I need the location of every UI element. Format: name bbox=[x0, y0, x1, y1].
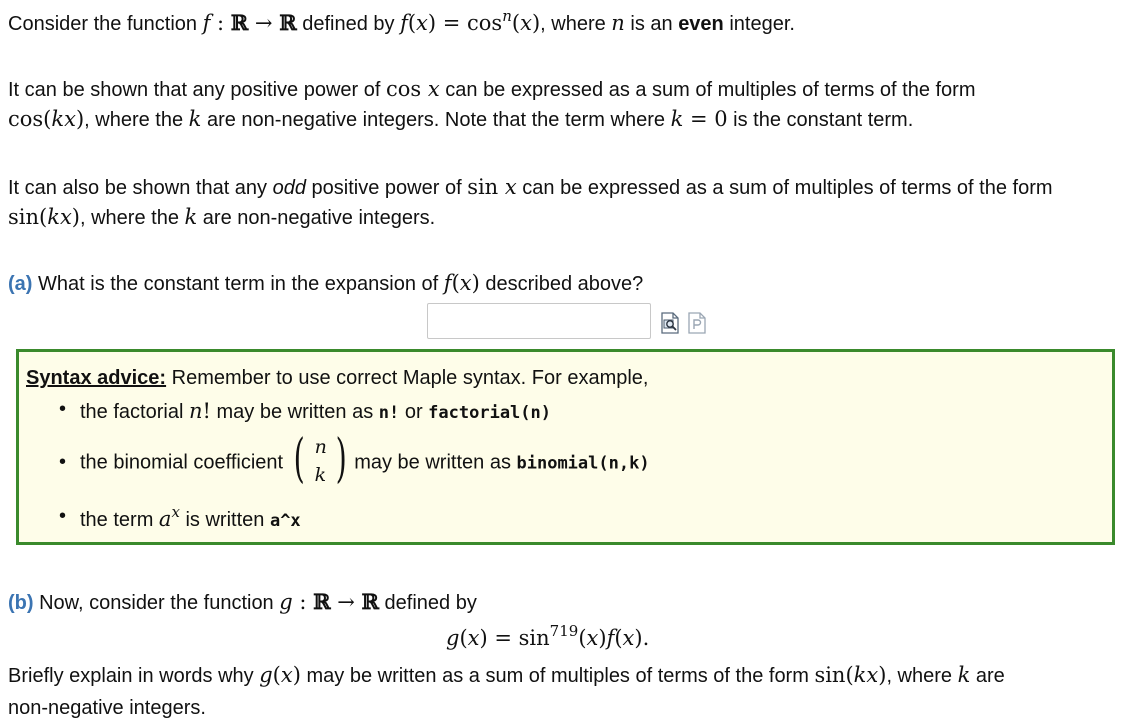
intro-line: Consider the function f : ℝ → ℝ defined by $f(x) = \cos^n(x)$, where n is an even integer. bbox=[8, 7, 795, 35]
cos-paragraph-line2: cos(kx), where the k are non-negative integers. Note that the term where k = 0 is the constant term. bbox=[8, 107, 914, 131]
advice-power: the term $a^x$ is written a^x bbox=[80, 503, 301, 531]
bullet: • bbox=[59, 505, 67, 527]
sin-paragraph-line2: sin(kx), where the k are non-negative integers. bbox=[8, 205, 436, 229]
part-a-question: (a) What is the constant term in the expansion of f(x) described above? bbox=[8, 271, 644, 295]
g-definition-equation: $g(x) = \sin^{719}(x)f(x)$. bbox=[446, 622, 650, 650]
syntax-advice-box bbox=[16, 349, 1115, 545]
bullet: • bbox=[59, 451, 67, 473]
part-b-question: (b) Now, consider the function g : ℝ → ℝ defined by bbox=[8, 589, 477, 614]
bullet: • bbox=[59, 398, 67, 420]
part-b-explain-line1: Briefly explain in words why g(x) may be written as a sum of multiples of terms of the form sin(kx), where k are bbox=[8, 663, 1005, 687]
part-a-answer-input[interactable] bbox=[427, 303, 651, 339]
syntax-advice-heading: Syntax advice: Remember to use correct Maple syntax. For example, bbox=[26, 367, 649, 389]
part-b-explain-line2: non-negative integers. bbox=[8, 697, 206, 719]
part-a-label: (a) bbox=[8, 273, 33, 295]
maple-help-icon[interactable] bbox=[687, 312, 707, 334]
advice-binomial: the binomial coefficient ( n k ) may be written as binomial(n,k) bbox=[80, 434, 650, 492]
binomial-symbol: ( n k ) bbox=[293, 429, 347, 489]
sin-paragraph-line1: It can also be shown that any odd positive power of sin x can be expressed as a sum of multiples of terms of the form bbox=[8, 175, 1053, 199]
part-b-label: (b) bbox=[8, 592, 34, 614]
advice-factorial: the factorial n! may be written as n! or factorial(n) bbox=[80, 399, 551, 423]
preview-icon[interactable] bbox=[660, 312, 680, 334]
cos-paragraph-line1: It can be shown that any positive power of cos x can be expressed as a sum of multiples of terms of the form bbox=[8, 77, 976, 101]
